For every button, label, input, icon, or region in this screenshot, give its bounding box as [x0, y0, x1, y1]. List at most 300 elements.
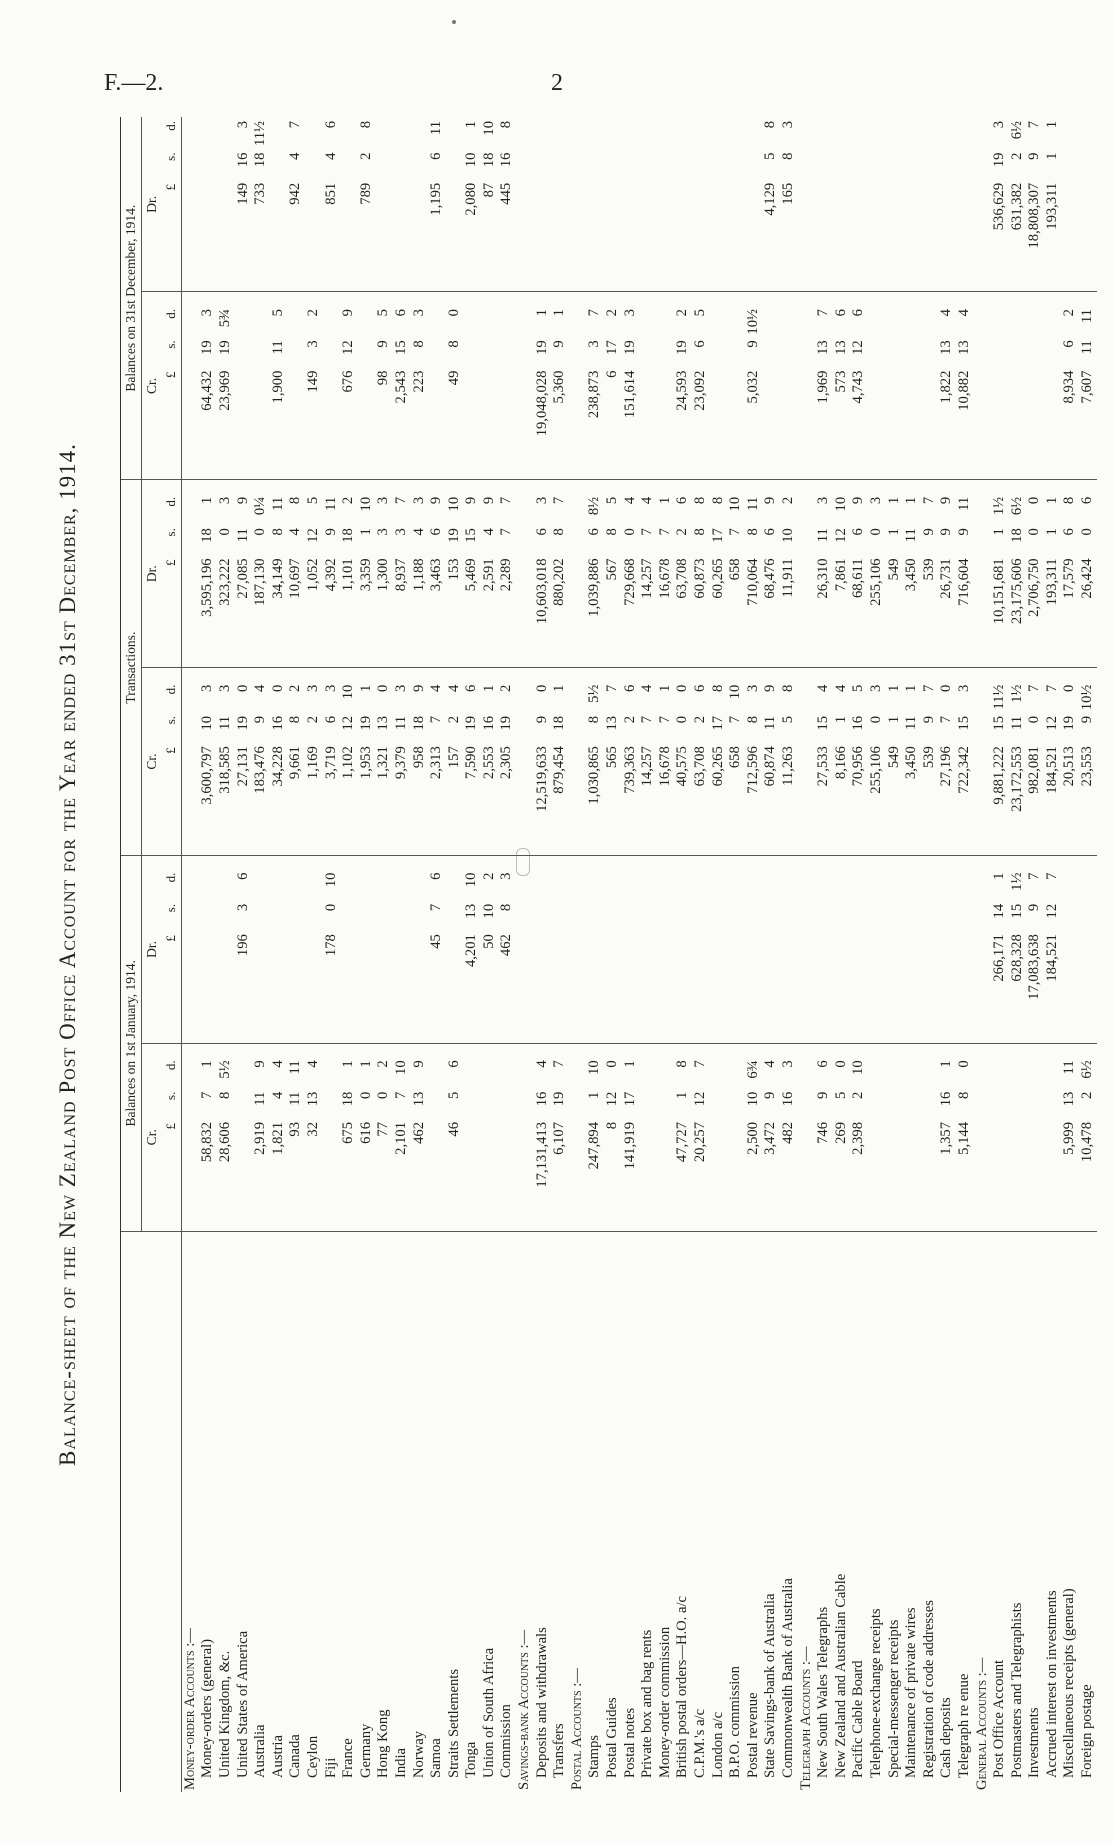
empty-cell: [1044, 305, 1062, 336]
tc-pence: 5: [850, 684, 867, 692]
column-gap: [762, 668, 780, 681]
column-gap: [745, 855, 763, 868]
empty-cell: [798, 712, 816, 743]
empty-cell: [815, 149, 833, 180]
column-gap: [534, 668, 552, 681]
account-row: [199, 117, 217, 1792]
td-pence: 7: [551, 496, 568, 505]
oc-pence: 6½: [1079, 1060, 1096, 1079]
empty-cell: [991, 1088, 1009, 1119]
oc-pounds: 20,257: [692, 1119, 710, 1231]
td-pounds: 539: [921, 555, 939, 667]
column-gap: [411, 292, 429, 305]
column-gap: [762, 1043, 780, 1056]
oc-pence: 8: [674, 1060, 691, 1068]
account-row: [622, 117, 640, 1792]
column-gap: [780, 480, 798, 493]
tc-shillings: 9: [252, 715, 269, 724]
oc-pence: 7: [692, 1060, 708, 1068]
empty-cell: [745, 149, 763, 180]
column-gap: [1044, 1043, 1062, 1056]
tc-pounds: 8,166: [833, 743, 851, 855]
oc-pence: 11: [1061, 1060, 1078, 1075]
cd-pounds: 165: [780, 180, 798, 292]
column-gap: [586, 1043, 604, 1056]
td-pounds: 1,188: [411, 555, 429, 667]
cd-pounds: 1,195: [428, 180, 446, 292]
td-shillings: 17: [709, 528, 726, 543]
speck: [452, 20, 456, 24]
account-row: [498, 117, 516, 1792]
td-pence: 0¼: [252, 496, 269, 516]
cd-shillings: 2: [1008, 152, 1025, 160]
oc-pounds: 5,144: [956, 1119, 974, 1231]
empty-cell: [991, 1119, 1009, 1231]
column-gap: [1061, 855, 1079, 868]
tc-pence: 5½: [586, 684, 603, 703]
empty-cell: [498, 368, 516, 480]
column-gap: [463, 855, 481, 868]
td-pence: 1: [1043, 496, 1060, 505]
column-gap: [956, 668, 974, 681]
empty-cell: [974, 336, 992, 367]
account-label: Post Office Account: [991, 1659, 1008, 1778]
header-closing-dr: Dr.: [141, 117, 161, 292]
column-gap: [534, 1043, 552, 1056]
account-row: [1009, 117, 1027, 1792]
od-shillings: 8: [498, 903, 515, 912]
empty-cell: [745, 180, 763, 292]
td-shillings: 1: [357, 528, 374, 536]
td-pence: 9: [463, 496, 480, 505]
empty-cell: [762, 368, 780, 480]
empty-cell: [780, 336, 798, 367]
column-gap: [639, 292, 657, 305]
column-gap: [340, 292, 358, 305]
column-gap: [974, 480, 992, 493]
oc-pounds: 2,919: [252, 1119, 270, 1231]
empty-cell: [516, 149, 534, 180]
od-shillings: 15: [1008, 903, 1025, 919]
od-pence: 6: [234, 872, 251, 880]
cd-pounds: 789: [358, 180, 376, 292]
empty-cell: [569, 1056, 587, 1087]
header-closing-cr: Cr.: [141, 292, 161, 480]
column-gap: [798, 1043, 816, 1056]
column-gap: [886, 1043, 904, 1056]
empty-cell: [974, 180, 992, 292]
column-gap: [569, 480, 587, 493]
cc-pence: 2: [674, 309, 691, 317]
oc-pence: 6¾: [744, 1060, 761, 1079]
empty-cell: [657, 336, 675, 367]
empty-cell: [569, 368, 587, 480]
unit-pound: £: [161, 743, 181, 855]
column-gap: [1061, 480, 1079, 493]
column-gap: [481, 668, 499, 681]
td-shillings: 6: [533, 528, 550, 536]
empty-cell: [868, 1088, 886, 1119]
empty-cell: [516, 180, 534, 292]
empty-cell: [710, 368, 728, 480]
account-row: [727, 117, 745, 1792]
empty-cell: [903, 180, 921, 292]
empty-cell: [252, 368, 270, 480]
column-gap: [639, 855, 657, 868]
empty-cell: [974, 555, 992, 667]
td-pence: 2: [340, 496, 357, 505]
td-pounds: 2,289: [498, 555, 516, 667]
empty-cell: [991, 368, 1009, 480]
cd-pence: 3: [991, 121, 1008, 129]
empty-cell: [569, 555, 587, 667]
td-pence: 6: [1079, 496, 1096, 505]
column-gap: [1061, 292, 1079, 305]
account-row: [305, 117, 323, 1792]
td-pence: 9: [234, 496, 251, 505]
empty-cell: [463, 368, 481, 480]
td-shillings: 6: [586, 528, 603, 536]
cd-pence: 10: [480, 121, 497, 136]
column-gap: [1009, 292, 1027, 305]
column-gap: [991, 855, 1009, 868]
column-gap: [199, 292, 217, 305]
column-gap: [868, 668, 886, 681]
cc-pence: 11: [1079, 309, 1096, 324]
cc-pounds: 149: [305, 368, 323, 480]
tc-pence: 0: [375, 684, 392, 692]
oc-pence: 0: [955, 1060, 972, 1068]
account-label: New Zealand and Australian Cable: [832, 1573, 849, 1778]
oc-pounds: 58,832: [199, 1119, 217, 1231]
empty-cell: [815, 900, 833, 931]
column-gap: [569, 668, 587, 681]
empty-cell: [921, 305, 939, 336]
empty-cell: [287, 336, 305, 367]
cd-pence: 8: [357, 121, 374, 129]
column-gap: [375, 1043, 393, 1056]
column-gap: [604, 668, 622, 681]
oc-pounds: 675: [340, 1119, 358, 1231]
td-pounds: 10,151,681: [991, 555, 1009, 667]
empty-cell: [833, 180, 851, 292]
empty-cell: [727, 1119, 745, 1231]
tc-pence: 9: [762, 684, 779, 692]
td-pence: 7: [392, 496, 409, 505]
empty-cell: [534, 869, 552, 900]
td-shillings: 9: [322, 528, 339, 536]
empty-cell: [199, 869, 217, 900]
tc-pence: 4: [428, 684, 445, 692]
column-gap: [287, 480, 305, 493]
oc-pounds: 746: [815, 1119, 833, 1231]
td-pence: 10: [445, 496, 462, 512]
cc-pounds: 5,360: [551, 368, 569, 480]
empty-cell: [1026, 1088, 1044, 1119]
column-gap: [305, 855, 323, 868]
tc-shillings: 13: [375, 715, 392, 731]
account-row: [551, 117, 569, 1792]
empty-cell: [710, 117, 728, 149]
tc-shillings: 11: [392, 715, 409, 731]
cc-pence: 3: [410, 309, 427, 317]
empty-cell: [727, 149, 745, 180]
td-shillings: 19: [445, 528, 462, 543]
oc-shillings: 5: [832, 1091, 849, 1099]
tc-shillings: 0: [1026, 715, 1043, 724]
tc-pence: 0: [533, 684, 550, 692]
column-gap: [428, 292, 446, 305]
od-shillings: 13: [463, 903, 480, 919]
cc-shillings: 15: [392, 340, 409, 355]
empty-cell: [411, 180, 429, 292]
empty-cell: [393, 180, 411, 292]
empty-cell: [551, 869, 569, 900]
header-opening-balances: Balances on 1st January, 1914.: [121, 855, 142, 1231]
oc-pounds: 2,500: [745, 1119, 763, 1231]
td-pence: 11: [744, 496, 761, 511]
empty-cell: [850, 869, 868, 900]
td-pounds: 187,130: [252, 555, 270, 667]
empty-cell: [850, 149, 868, 180]
account-label: Private box and bag rents: [639, 1629, 656, 1778]
empty-cell: [516, 368, 534, 480]
empty-cell: [674, 117, 692, 149]
header-opening-cr: Cr.: [141, 1043, 161, 1231]
cd-shillings: 6: [428, 152, 445, 160]
column-gap: [1026, 480, 1044, 493]
cc-shillings: 19: [533, 340, 550, 355]
empty-cell: [446, 931, 464, 1043]
empty-cell: [815, 117, 833, 149]
empty-cell: [798, 336, 816, 367]
empty-cell: [657, 1119, 675, 1231]
empty-cell: [428, 1119, 446, 1231]
td-pounds: 716,604: [956, 555, 974, 667]
empty-cell: [235, 1056, 253, 1087]
cc-pence: 5: [375, 309, 392, 317]
cc-pence: 4: [938, 309, 955, 317]
empty-cell: [1061, 149, 1079, 180]
column-gap: [833, 480, 851, 493]
account-row: [411, 117, 429, 1792]
cc-shillings: 3: [586, 340, 603, 348]
column-gap: [1009, 855, 1027, 868]
account-label: Registration of code addresses: [920, 1600, 937, 1778]
account-row: [639, 117, 657, 1792]
empty-cell: [287, 305, 305, 336]
column-gap: [727, 855, 745, 868]
tc-shillings: 7: [639, 715, 656, 724]
empty-cell: [798, 117, 816, 149]
empty-cell: [657, 149, 675, 180]
oc-shillings: 16: [779, 1091, 796, 1107]
oc-shillings: 4: [269, 1091, 286, 1099]
td-pence: 3: [375, 496, 392, 505]
cc-pounds: 23,092: [692, 368, 710, 480]
empty-cell: [569, 712, 587, 743]
oc-shillings: 13: [304, 1091, 321, 1107]
oc-pounds: 5,999: [1061, 1119, 1079, 1231]
column-gap: [815, 668, 833, 681]
column-gap: [974, 1043, 992, 1056]
column-gap: [938, 668, 956, 681]
oc-pounds: 462: [411, 1119, 429, 1231]
empty-cell: [956, 931, 974, 1043]
column-gap: [815, 855, 833, 868]
column-gap: [375, 668, 393, 681]
td-pounds: 8,937: [393, 555, 411, 667]
column-gap: [639, 1043, 657, 1056]
column-gap: [551, 855, 569, 868]
empty-cell: [903, 931, 921, 1043]
empty-cell: [217, 931, 235, 1043]
column-gap: [991, 480, 1009, 493]
empty-cell: [974, 869, 992, 900]
cc-pounds: 98: [375, 368, 393, 480]
empty-cell: [868, 117, 886, 149]
column-gap: [938, 292, 956, 305]
empty-cell: [446, 900, 464, 931]
empty-cell: [974, 368, 992, 480]
account-label: Postmasters and Telegraphists: [1008, 1602, 1025, 1778]
column-gap: [181, 1043, 199, 1056]
empty-cell: [1061, 900, 1079, 931]
column-gap: [1079, 480, 1097, 493]
empty-cell: [181, 117, 199, 149]
tc-pounds: 1,169: [305, 743, 323, 855]
balance-sheet-title: Balance-sheet of the New Zealand Post Office Account for the Year ended 31st December, 1914.: [55, 443, 80, 1466]
cd-shillings: 5: [762, 152, 779, 160]
empty-cell: [710, 305, 728, 336]
empty-cell: [710, 900, 728, 931]
empty-cell: [375, 931, 393, 1043]
empty-cell: [270, 869, 288, 900]
empty-cell: [886, 1056, 904, 1087]
cc-shillings: 9: [375, 340, 392, 348]
account-label: Hong Kong: [375, 1709, 392, 1778]
column-gap: [692, 292, 710, 305]
column-gap: [622, 668, 640, 681]
empty-cell: [798, 180, 816, 292]
empty-cell: [938, 117, 956, 149]
tc-shillings: 16: [850, 715, 867, 731]
tc-pence: 10: [727, 684, 744, 700]
section-heading: Money-order Accounts :—: [181, 1628, 198, 1790]
column-gap: [217, 480, 235, 493]
tc-pence: 7: [604, 684, 621, 692]
cd-shillings: 16: [234, 152, 251, 168]
column-gap: [657, 480, 675, 493]
tc-pounds: 549: [886, 743, 904, 855]
empty-cell: [991, 1056, 1009, 1087]
account-label: B.P.O. commission: [727, 1666, 744, 1778]
empty-cell: [569, 743, 587, 855]
tc-pence: 1: [357, 684, 374, 692]
column-gap: [938, 855, 956, 868]
account-label: Accrued interest on investments: [1043, 1590, 1060, 1778]
cc-pounds: 1,822: [938, 368, 956, 480]
oc-pence: 1: [938, 1060, 955, 1068]
empty-cell: [586, 931, 604, 1043]
column-gap: [252, 1043, 270, 1056]
empty-cell: [727, 1088, 745, 1119]
cd-pounds: 193,311: [1044, 180, 1062, 292]
column-gap: [762, 480, 780, 493]
column-gap: [868, 855, 886, 868]
oc-shillings: 13: [410, 1091, 427, 1107]
td-pence: 5: [304, 496, 321, 505]
empty-cell: [903, 117, 921, 149]
empty-cell: [199, 900, 217, 931]
empty-cell: [604, 900, 622, 931]
section-heading: Savings-bank Accounts :—: [516, 1629, 533, 1790]
column-gap: [481, 855, 499, 868]
header-transactions: Transactions.: [121, 480, 142, 856]
od-pence: 1½: [1008, 872, 1025, 891]
td-pounds: 549: [886, 555, 904, 667]
td-shillings: 12: [304, 528, 321, 543]
cd-shillings: 18: [480, 152, 497, 168]
empty-cell: [956, 869, 974, 900]
empty-cell: [305, 117, 323, 149]
tc-shillings: 19: [357, 715, 374, 731]
empty-cell: [181, 900, 199, 931]
tc-pounds: 12,519,633: [534, 743, 552, 855]
column-gap: [323, 855, 341, 868]
column-gap: [745, 668, 763, 681]
empty-cell: [217, 149, 235, 180]
account-row: [762, 117, 780, 1792]
column-gap: [604, 480, 622, 493]
column-gap: [481, 480, 499, 493]
empty-cell: [974, 1088, 992, 1119]
tc-shillings: 19: [1061, 715, 1078, 731]
td-pence: 3: [867, 496, 884, 505]
account-label: Australia: [252, 1724, 269, 1778]
empty-cell: [974, 1119, 992, 1231]
column-gap: [1026, 668, 1044, 681]
cc-pounds: 10,882: [956, 368, 974, 480]
empty-cell: [956, 180, 974, 292]
od-pence: 2: [480, 872, 497, 880]
td-pounds: 567: [604, 555, 622, 667]
empty-cell: [886, 1119, 904, 1231]
column-gap: [181, 480, 199, 493]
empty-cell: [516, 900, 534, 931]
column-gap: [1026, 1043, 1044, 1056]
empty-cell: [974, 712, 992, 743]
account-label: Union of South Africa: [480, 1647, 497, 1778]
empty-cell: [305, 149, 323, 180]
empty-cell: [569, 180, 587, 292]
td-shillings: 11: [903, 528, 920, 543]
column-gap: [956, 480, 974, 493]
account-row: [1026, 117, 1044, 1792]
column-gap: [1026, 292, 1044, 305]
account-label: Norway: [410, 1730, 427, 1778]
oc-pence: 3: [779, 1060, 796, 1068]
td-pounds: 323,222: [217, 555, 235, 667]
tc-pence: 4: [252, 684, 269, 692]
empty-cell: [974, 305, 992, 336]
td-pounds: 34,149: [270, 555, 288, 667]
empty-cell: [516, 743, 534, 855]
cd-shillings: 18: [252, 152, 269, 168]
empty-cell: [1044, 336, 1062, 367]
column-gap: [305, 1043, 323, 1056]
cd-pence: 7: [287, 121, 304, 129]
